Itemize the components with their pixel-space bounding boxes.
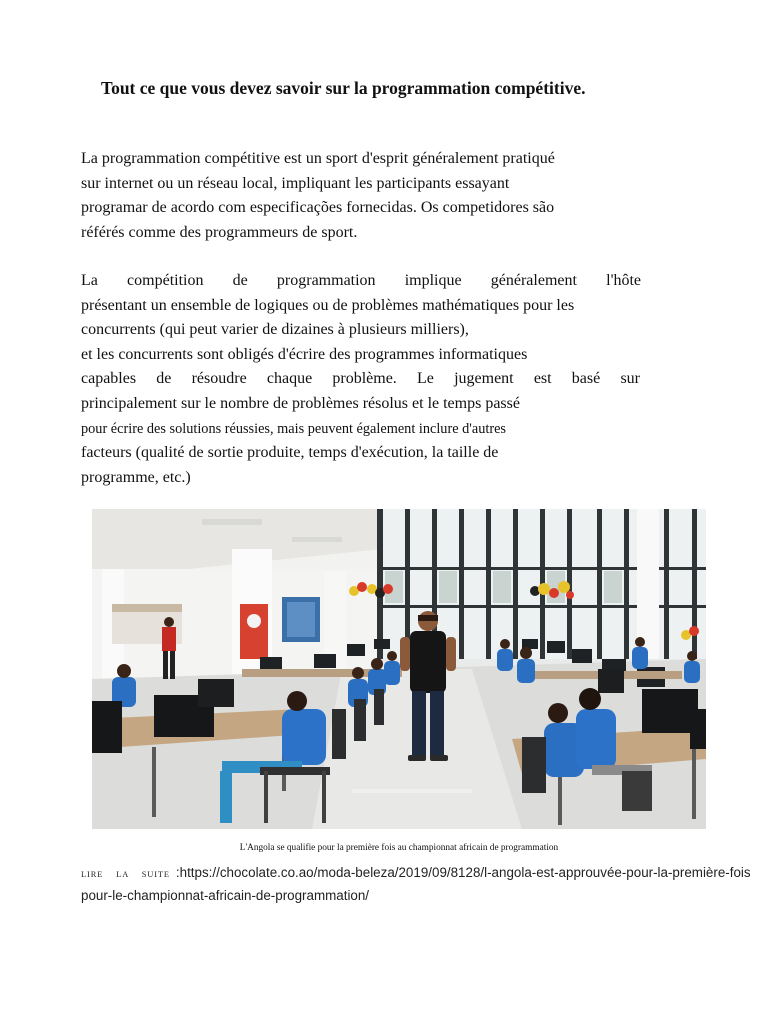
- read-more-link[interactable]: :https://chocolate.co.ao/moda-beleza/2019/09/8128/l-angola-est-approuvée-pour-la-première-fois: [175, 865, 751, 880]
- paragraph-line: facteurs (qualité de sortie produite, temps d'exécution, la taille de: [81, 444, 499, 462]
- photo-caption: L'Angola se qualifie pour la première fois au championnat africain de programmation: [239, 843, 559, 853]
- paragraph-line: La compétition de programmation implique généralement l'hôte: [81, 272, 641, 289]
- paragraph-line: La programmation compétitive est un sport d'esprit généralement pratiqué: [81, 150, 555, 167]
- paragraph-line: et les concurrents sont obligés d'écrire des programmes informatiques: [81, 345, 528, 363]
- paragraph-line: sur internet ou un réseau local, impliquant les participants essayant: [81, 174, 510, 192]
- intro-paragraph: [81, 147, 641, 245]
- paragraph-line: programar de acordo com especificações fornecidas. Os competidores são: [81, 199, 555, 217]
- paragraph-line: référés comme des programmeurs de sport.: [81, 223, 358, 241]
- paragraph-line: concurrents (qui peut varier de dizaines à plusieurs milliers),: [81, 321, 469, 339]
- paragraph-line: pour écrire des solutions réussies, mais peuvent également inclure d'autres: [81, 420, 506, 437]
- details-paragraph: [81, 269, 641, 490]
- competition-photo: [92, 509, 706, 829]
- paragraph-line: principalement sur le nombre de problèmes résolus et le temps passé: [81, 394, 520, 412]
- paragraph-line: programme, etc.): [81, 468, 191, 486]
- page-title: Tout ce que vous devez savoir sur la programmation compétitive.: [101, 78, 586, 98]
- read-more-link-continued[interactable]: pour-le-championnat-africain-de-programmation/: [81, 888, 370, 903]
- read-more-label: LIRE LA SUITE: [81, 870, 170, 879]
- read-more: [81, 862, 761, 906]
- paragraph-line: présentant un ensemble de logiques ou de problèmes mathématiques pour les: [81, 296, 575, 314]
- paragraph-line: capables de résoudre chaque problème. Le jugement est basé sur: [81, 370, 640, 388]
